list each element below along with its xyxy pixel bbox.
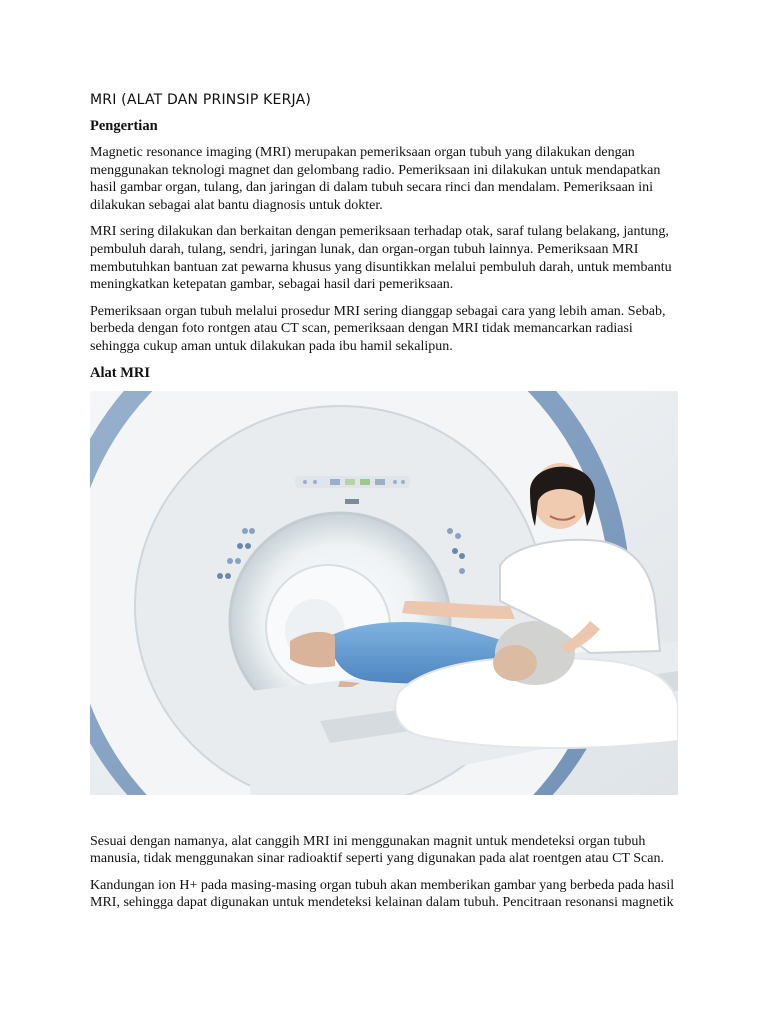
paragraph: MRI sering dilakukan dan berkaitan dengan pemeriksaan terhadap otak, saraf tulang belakang, jantung, pembuluh darah, tulang, sendri, jaringan lunak, dan organ-organ tubuh lainnya. Pemeriksaan MRI membutuhkan bantuan zat pewarna khusus yang disuntikkan melalui pembuluh darah, untuk membantu meningkatkan ketepatan gambar, sebagai hasil dari pemeriksaan. bbox=[90, 224, 672, 293]
section-heading-alat-mri: Alat MRI bbox=[90, 364, 151, 381]
document-content bbox=[90, 92, 680, 921]
mri-photo bbox=[90, 391, 678, 795]
paragraph: Magnetic resonance imaging (MRI) merupakan pemeriksaan organ tubuh yang dilakukan dengan menggunakan teknologi magnet dan gelombang radio. Pemeriksaan ini dilakukan untuk mendapatkan hasil gambar organ, tulang, dan jaringan di dalam tubuh secara rinci dan mendalam. Pemeriksaan ini dilakukan sebagai alat bantu diagnosis untuk dokter. bbox=[90, 145, 661, 213]
paragraph: Kandungan ion H+ pada masing-masing organ tubuh akan memberikan gambar yang berbeda pada hasil MRI, sehingga dapat digunakan untuk mendeteksi kelainan dalam tubuh. Pencitraan resonansi magnetik bbox=[90, 877, 675, 911]
paragraph: Sesuai dengan namanya, alat canggih MRI ini menggunakan magnit untuk mendeteksi organ tubuh manusia, tidak menggunakan sinar radioaktif seperti yang digunakan pada alat roentgen atau CT Scan. bbox=[90, 833, 664, 867]
paragraph: Pemeriksaan organ tubuh melalui prosedur MRI sering dianggap sebagai cara yang lebih aman. Sebab, berbeda dengan foto rontgen atau CT scan, pemeriksaan dengan MRI tidak memancarkan radiasi sehingga cukup aman untuk dilakukan pada ibu hamil sekalipun. bbox=[90, 303, 666, 354]
mri-scene-illustration bbox=[90, 391, 678, 795]
document-title: MRI (ALAT DAN PRINSIP KERJA) bbox=[90, 92, 312, 108]
section-heading-pengertian: Pengertian bbox=[90, 118, 158, 134]
